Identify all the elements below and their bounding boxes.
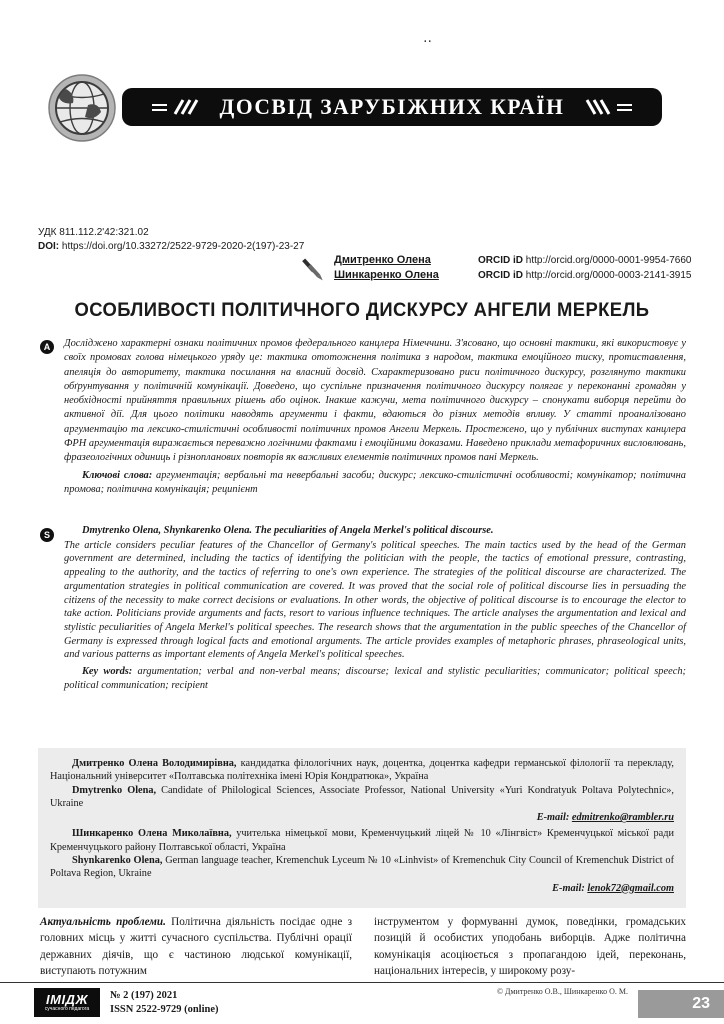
banner-right-decoration (584, 98, 632, 116)
email-line (50, 811, 674, 824)
author-affiliation (50, 757, 674, 784)
left-column (40, 914, 352, 979)
udk-code: УДК 811.112.2'42:321.02 (38, 227, 149, 238)
authors-block (300, 254, 691, 289)
author-affiliation (50, 827, 674, 854)
keywords-ua-label: Ключові слова: (82, 469, 153, 481)
section-banner-title: ДОСВІД ЗАРУБІЖНИХ КРАЇН (219, 94, 565, 119)
keywords-ua (64, 469, 686, 498)
article-meta (38, 226, 304, 253)
author-name: Дмитренко Олена (334, 254, 431, 266)
journal-logo-subtitle: сучасного педагога (44, 1006, 90, 1012)
issue-number: № 2 (197) 2021 (110, 990, 178, 1001)
body-paragraph (40, 914, 352, 979)
pencil-icon (300, 254, 324, 289)
right-column (374, 914, 686, 979)
affiliation-text: Candidate of Philological Sciences, Associate Professor, National University «Yuri Kondratyuk Poltava Polytechnic», Ukraine (50, 784, 674, 809)
author-fullname: Shynkarenko Olena, (72, 855, 163, 867)
abstract-en-marker: S (40, 528, 54, 542)
email-link[interactable]: edmitrenko@rambler.ru (571, 812, 674, 824)
author-row (334, 269, 691, 281)
author-name: Шинкаренко Олена (334, 269, 439, 281)
authors-info-box (38, 748, 686, 908)
banner-left-decoration (152, 98, 200, 116)
orcid-line (478, 255, 691, 266)
email-label: E-mail: (552, 882, 588, 894)
email-label: E-mail: (536, 812, 572, 824)
affiliation-text: учителька німецької мови, Кременчуцький ліцей № 10 «Лінгвіст» Кременчуцької міської ради Кременчуцького району Полтавської області, Україна (50, 828, 674, 853)
abstract-en-text: The article considers peculiar features of the Chancellor of Germany's political speeches. The main tactics used by the head of the German government are determined, including the tactics of identifying the politician with the people, the tactics of emotional pressure, contrasting, appealing to the authority, and the tactics of referring to one's own experience. The strategies of the political discourse are characterized. The argumentation strategies in political communication are covered. It was proved that the social role of political discourse lies in persuading the citizens of the necessity to make correct decisions or evaluations. In other words, the objective of political discourse is to encourage the elector to take action. Politicians provide arguments and facts, resort to various influence techniques. The article analyses the argumentation and lexical and stylistic peculiarities of Angela Merkel's political speeches. The research shows that the argumentation in the public speeches of the Chancellor of Germany is expressed through logical facts and emotional arguments. The article provides examples of metaphoric phrases, phraseological units, and various patterns as important elements of Angela Merkel's political speeches. (64, 539, 686, 661)
orcid-link[interactable]: http://orcid.org/0000-0001-9954-7660 (525, 255, 692, 266)
issue-info (110, 989, 219, 1016)
section-lead: Актуальність проблеми. (40, 916, 166, 928)
abstract-ua-marker: А (40, 340, 54, 354)
article-title: ОСОБЛИВОСТІ ПОЛІТИЧНОГО ДИСКУРСУ АНГЕЛИ МЕРКЕЛЬ (74, 300, 650, 321)
doi-link[interactable]: https://doi.org/10.33272/2522-9729-2020-2(197)-23-27 (61, 240, 305, 252)
doi-line (38, 240, 304, 254)
orcid-label: ORCID iD (478, 255, 523, 266)
abstract-ua-text: Досліджено характерні ознаки політичних промов федерального канцлера Німеччини. З'ясовано, що основні тактики, які використовує у своїх промовах голова німецького уряду це: тактика ототожнення політика з народом, тактика емоційного тиску, протиставлення, апеляція до авторитету, тактика посилання на власний досвід. Схарактеризовано риси політичного дискурсу, розглянуто тактики обґрунтування у політичній комунікації. Доведено, що суспільне призначення політичного дискурсу полягає у переконанні громадян у необхідності прийняття правильних рішень або оцінок. Інакше кажучи, мета політичного дискурсу – спонукати виборця перейти до активної дії. Для цього політики наводять аргументи і факти, вдаються до різних методів впливу. У статті проаналізовано аргументацію та лексико-стилістичні особливості політичних промов Ангели Меркель. Простежено, що у публічних виступах канцлера ФРН аргументація виражається переважно логічними фактами і емоційними доказами. Наведено приклади метафоричних висловлювань, фразеологічних одиниць і різнопланових повторів як важливих елементів політичних промов пані Меркель. (64, 338, 686, 464)
abstract-en-heading: Dmytrenko Olena, Shynkarenko Olena. The peculiarities of Angela Merkel's political discourse. (82, 525, 494, 536)
email-line (50, 882, 674, 895)
article-body-columns (40, 914, 686, 979)
doi-label: DOI: (38, 240, 60, 252)
page-number-box (638, 990, 724, 1018)
page-header (0, 72, 724, 146)
author-affiliation (50, 854, 674, 881)
page-number: 23 (692, 995, 710, 1012)
journal-logo (34, 988, 100, 1017)
author-fullname: Dmytrenko Olena, (72, 784, 157, 796)
body-paragraph: інструментом у формуванні думок, поведінки, громадських позицій й особистих уподобань виборців. Адже політична комунікація асоціюється з пропагандою ідей, переконань, національних інтересів, у широкому розу- (374, 916, 686, 977)
orcid-line (478, 270, 691, 281)
copyright-line: © Дмитренко О.В., Шинкаренко О. М. (496, 987, 628, 996)
author-affiliation (50, 784, 674, 811)
abstract-english (64, 524, 686, 692)
email-link[interactable]: lenok72@gmail.com (587, 882, 674, 894)
affiliation-text: German language teacher, Kremenchuk Lyceum № 10 «Linhvist» of Kremenchuk City Council of Kremenchuk District of Poltava Region, Ukraine (50, 855, 674, 880)
body-text: Політична діяльність посідає одне з головних місць у житті сучасного суспільства. Публічні орації державних діячів, що є частиною людської комунікації, виступають потужним (40, 916, 352, 977)
keywords-en-label: Key words: (82, 666, 133, 678)
affiliation-text: кандидатка філологічних наук, доцентка, доцентка кафедри германської філології та перекладу, Національний університет «Полтавська політехніка імені Юрія Кондратюка», Україна (50, 758, 674, 783)
abstract-ukrainian (64, 337, 686, 497)
keywords-ua-list: аргументація; вербальні та невербальні засоби; дискурс; лексико-стилістичні особливості; комунікатор; політична промова; політична комунікація; реципієнт (64, 469, 686, 495)
keywords-en (64, 665, 686, 692)
page-top-mark: .. (424, 34, 433, 45)
author-fullname: Дмитренко Олена Володимирівна, (72, 758, 237, 769)
page-footer (0, 982, 724, 1024)
keywords-en-list: argumentation; verbal and non-verbal means; discourse; lexical and stylistic peculiarities; communicator; political speech; political communication; recipient (64, 666, 686, 691)
author-fullname: Шинкаренко Олена Миколаївна, (72, 828, 232, 840)
issn: ISSN 2522-9729 (online) (110, 1003, 219, 1015)
author-rows (334, 254, 691, 289)
section-banner (122, 88, 662, 126)
orcid-label: ORCID iD (478, 270, 523, 281)
journal-logo-title: ІМІДЖ (46, 992, 88, 1007)
globe-icon (48, 74, 116, 142)
orcid-link[interactable]: http://orcid.org/0000-0003-2141-3915 (525, 270, 692, 281)
author-row (334, 254, 691, 266)
